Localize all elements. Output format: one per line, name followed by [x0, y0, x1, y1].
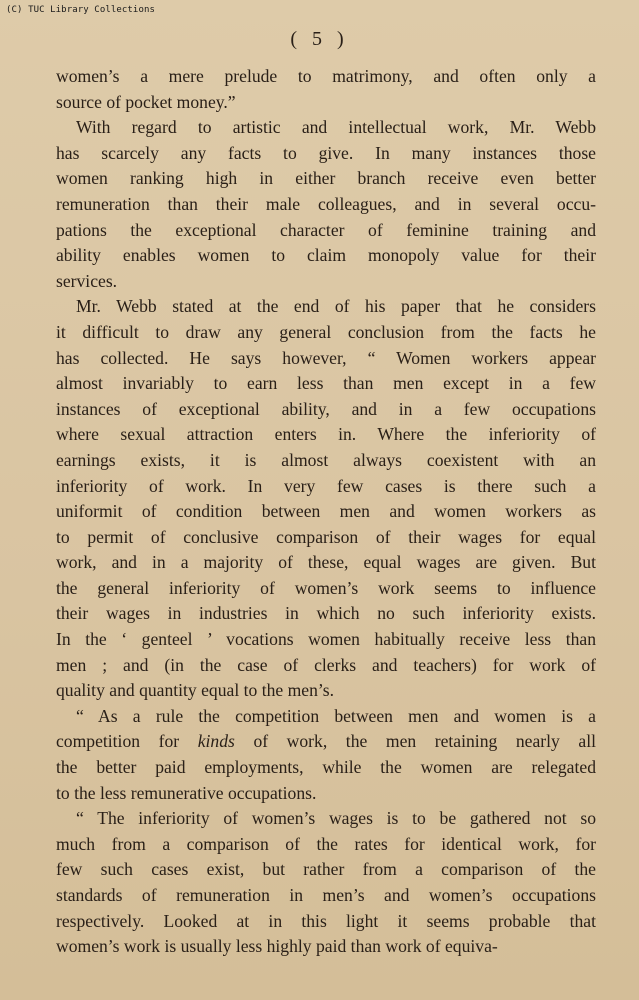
- text-line: has scarcely any facts to give. In many instances those: [56, 142, 596, 163]
- paragraph: [56, 704, 596, 806]
- text-line: women’s a mere prelude to matrimony, and often only a: [56, 66, 596, 86]
- page-number: ( 5 ): [290, 28, 349, 50]
- text-line: instances of exceptional ability, and in a few occupations: [56, 398, 596, 419]
- text-line: uniformit of condition between men and women workers as: [56, 501, 596, 522]
- text-line: earnings exists, it is almost always coexistent with an: [56, 449, 596, 470]
- text-line: women ranking high in either branch receive even better: [56, 168, 596, 189]
- text-line: services.: [56, 270, 118, 291]
- paragraph: [56, 115, 596, 294]
- text-line: standards of remuneration in men’s and women’s occupations: [56, 885, 596, 905]
- text-line: almost invariably to earn less than men except in a few: [56, 373, 596, 394]
- text-line: few such cases exist, but rather from a comparison of the: [56, 859, 596, 880]
- text-line: work, and in a majority of these, equal wages are given. But: [56, 552, 596, 573]
- copyright-watermark: (C) TUC Library Collections: [6, 5, 155, 15]
- text-line: In the ‘ genteel ’ vocations women habitually receive less than: [56, 629, 596, 650]
- text-line: to the less remunerative occupations.: [56, 782, 317, 803]
- text-line: the better paid employments, while the women are relegated: [56, 757, 596, 778]
- text-line: ability enables women to claim monopoly value for their: [56, 245, 596, 266]
- text-line: women’s work is usually less highly paid than work of equiva-: [56, 936, 498, 957]
- paragraph: [56, 806, 596, 960]
- text-line: it difficult to draw any general conclusion from the facts he: [56, 321, 596, 342]
- text-line: to permit of conclusive comparison of their wages for equal: [56, 526, 596, 547]
- text-line: With regard to artistic and intellectual work, Mr. Webb: [76, 117, 596, 138]
- text-line: the general inferiority of women’s work seems to influence: [56, 577, 596, 598]
- text-line: competition for kinds of work, the men retaining nearly all: [56, 731, 596, 752]
- text-line: “ As a rule the competition between men and women is a: [76, 705, 596, 726]
- text-line: Mr. Webb stated at the end of his paper that he considers: [76, 296, 596, 317]
- text-line: source of pocket money.”: [56, 91, 236, 112]
- text-line: quality and quantity equal to the men’s.: [56, 680, 335, 701]
- text-line: has collected. He says however, “ Women workers appear: [56, 347, 596, 368]
- text-line: respectively. Looked at in this light it seems probable that: [56, 910, 596, 931]
- text-line: remuneration than their male colleagues, and in several occu-: [56, 193, 596, 214]
- paragraph: [56, 64, 596, 115]
- text-line: pations the exceptional character of feminine training and: [56, 219, 596, 240]
- text-line: inferiority of work. In very few cases is there such a: [56, 475, 596, 496]
- text-line: men ; and (in the case of clerks and teachers) for work of: [56, 654, 596, 675]
- body-text: [56, 64, 596, 960]
- paragraph: [56, 294, 596, 704]
- text-line: much from a comparison of the rates for identical work, for: [56, 833, 596, 854]
- text-line: their wages in industries in which no such inferiority exists.: [56, 603, 596, 624]
- text-line: “ The inferiority of women’s wages is to be gathered not so: [76, 808, 596, 829]
- text-line: where sexual attraction enters in. Where the inferiority of: [56, 424, 596, 445]
